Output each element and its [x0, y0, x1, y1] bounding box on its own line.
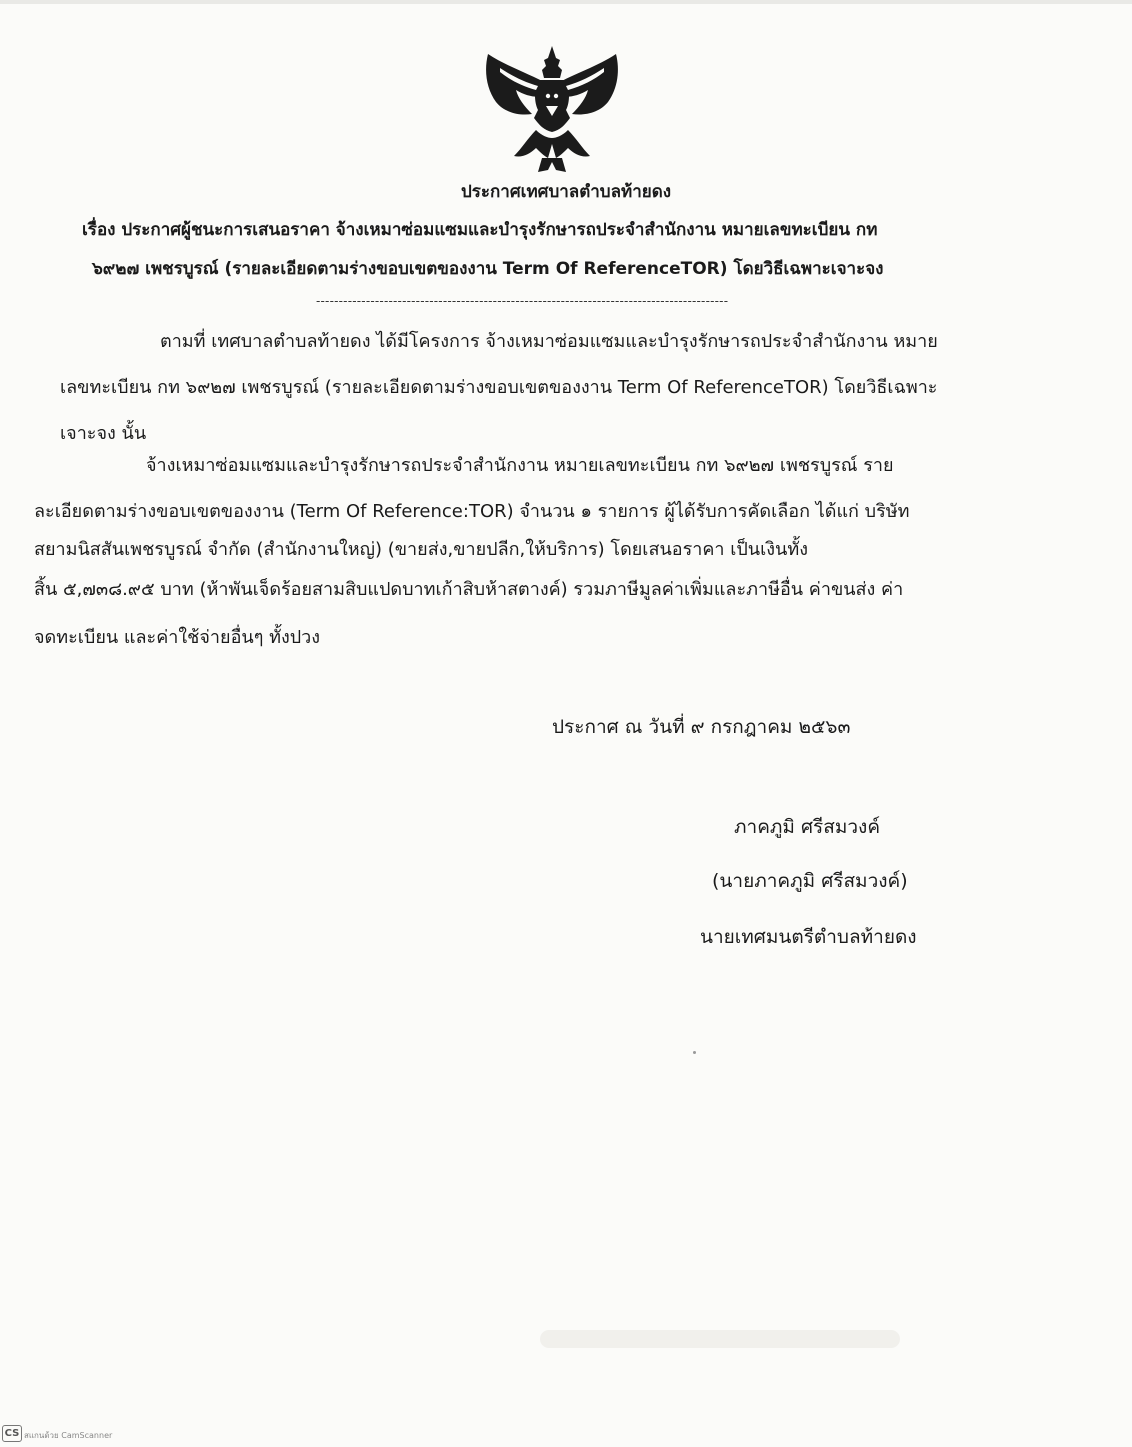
paragraph-1-line-2: เลขทะเบียน กท ๖๙๒๗ เพชรบูรณ์ (รายละเอียดตามร่างขอบเขตของงาน Term Of ReferenceTOR) โดยวิธีเฉพาะ: [60, 377, 938, 398]
signature-name-parenthetical: (นายภาคภูมิ ศรีสมวงค์): [712, 870, 908, 892]
camscanner-logo-icon: CS: [2, 1425, 22, 1442]
agency-title: ประกาศเทศบาลตำบลท้ายดง: [460, 182, 672, 202]
paragraph-2-line-3: สยามนิสสันเพชรบูรณ์ จำกัด (สำนักงานใหญ่) (ขายส่ง,ขายปลีก,ให้บริการ) โดยเสนอราคา เป็นเงินทั้ง: [34, 539, 808, 560]
subject-line-2: ๖๙๒๗ เพชรบูรณ์ (รายละเอียดตามร่างขอบเขตของงาน Term Of ReferenceTOR) โดยวิธีเฉพาะเจาะจง: [92, 259, 884, 279]
page-top-edge: [0, 0, 1132, 4]
signature-name: ภาคภูมิ ศรีสมวงค์: [734, 816, 881, 838]
paragraph-2-line-1: จ้างเหมาซ่อมแซมและบำรุงรักษารถประจำสำนักงาน หมายเลขทะเบียน กท ๖๙๒๗ เพชรบูรณ์ ราย: [146, 455, 894, 476]
paragraph-2-line-5: จดทะเบียน และค่าใช้จ่ายอื่นๆ ทั้งปวง: [34, 627, 321, 648]
signature-position: นายเทศมนตรีตำบลท้ายดง: [700, 926, 917, 948]
header-divider: -------------------------------------------------------------------------------------------: [316, 294, 729, 308]
announce-date: ประกาศ ณ วันที่ ๙ กรกฎาคม ๒๕๖๓: [552, 716, 851, 738]
paragraph-1-line-3: เจาะจง นั้น: [60, 423, 147, 444]
paragraph-2-line-4: สิ้น ๕,๗๓๘.๙๕ บาท (ห้าพันเจ็ดร้อยสามสิบแปดบาทเก้าสิบห้าสตางค์) รวมภาษีมูลค่าเพิ่มและภาษีอื่น ค่าขนส่ง ค่า: [34, 579, 904, 600]
scan-smudge: [540, 1330, 900, 1348]
garuda-emblem-icon: [478, 44, 626, 176]
scan-speck: [693, 1051, 696, 1054]
camscanner-watermark: สแกนด้วย CamScanner: [24, 1431, 113, 1440]
paragraph-2-line-2: ละเอียดตามร่างขอบเขตของงาน (Term Of Reference:TOR) จำนวน ๑ รายการ ผู้ได้รับการคัดเลือก ได้แก่ บริษัท: [34, 501, 910, 522]
paragraph-1-line-1: ตามที่ เทศบาลตำบลท้ายดง ได้มีโครงการ จ้างเหมาซ่อมแซมและบำรุงรักษารถประจำสำนักงาน หมาย: [160, 331, 938, 352]
subject-line-1: เรื่อง ประกาศผู้ชนะการเสนอราคา จ้างเหมาซ่อมแซมและบำรุงรักษารถประจำสำนักงาน หมายเลขทะเบียน กท: [82, 220, 878, 240]
